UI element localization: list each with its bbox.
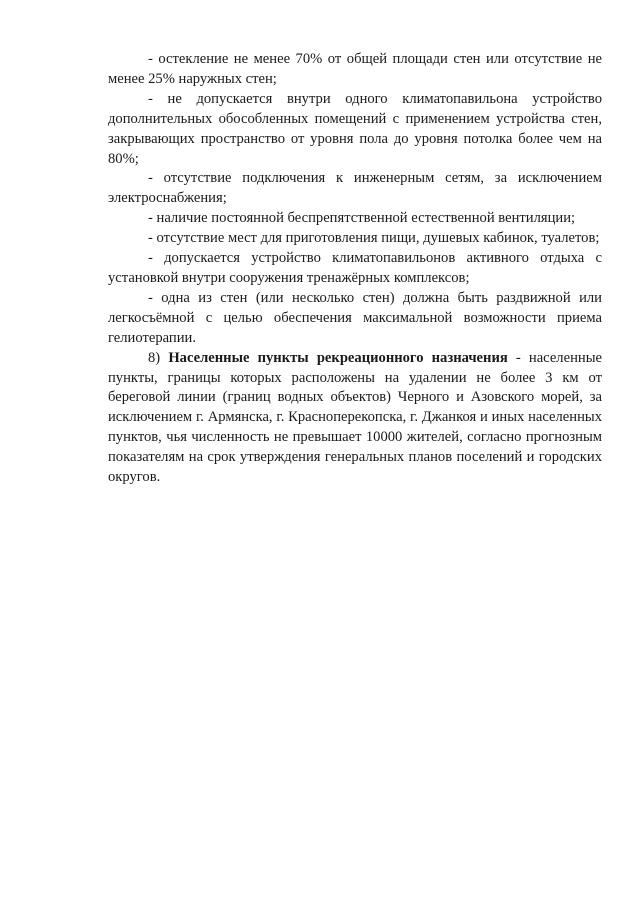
list-item-exercise-equipment: - допускается устройство климатопавильонов активного отдыха с установкой внутри сооружения тренажёрных комплексов; — [108, 250, 602, 286]
list-item-glazing: - остекление не менее 70% от общей площади стен или отсутствие не менее 25% наружных стен; — [108, 51, 602, 87]
list-item-sliding-walls: - одна из стен (или несколько стен) должна быть раздвижной или легкосъёмной с целью обеспечения максимальной возможности приема гелиотерапии. — [108, 289, 602, 346]
item-number: 8) — [148, 349, 161, 366]
definition-item-8 — [108, 349, 602, 488]
list-item-no-facilities: - отсутствие мест для приготовления пищи, душевых кабинок, туалетов; — [148, 230, 600, 247]
list-item-no-partitions: - не допускается внутри одного климатопавильона устройство дополнительных обособленных помещений с применением устройства стен, закрывающих пространство от уровня пола до уровня потолка более чем на 80%; — [108, 90, 602, 167]
definition-text: - населенные пункты, границы которых расположены на удалении не более 3 км от береговой линии (границ водных объектов) Черного и Азовского морей, за исключением г. Армянска, г. Красноперекопска, г. Джанкоя и иных населенных пунктов, чья численность не превышает 10000 жителей, согласно прогнозным показателям на срок утверждения генеральных планов поселений и городских округов. — [108, 349, 602, 486]
list-item-ventilation: - наличие постоянной беспрепятственной естественной вентиляции; — [148, 210, 576, 227]
document-body — [108, 50, 602, 488]
defined-term: Населенные пункты рекреационного назначения — [168, 349, 508, 366]
list-item-no-utilities: - отсутствие подключения к инженерным сетям, за исключением электроснабжения; — [108, 170, 602, 207]
